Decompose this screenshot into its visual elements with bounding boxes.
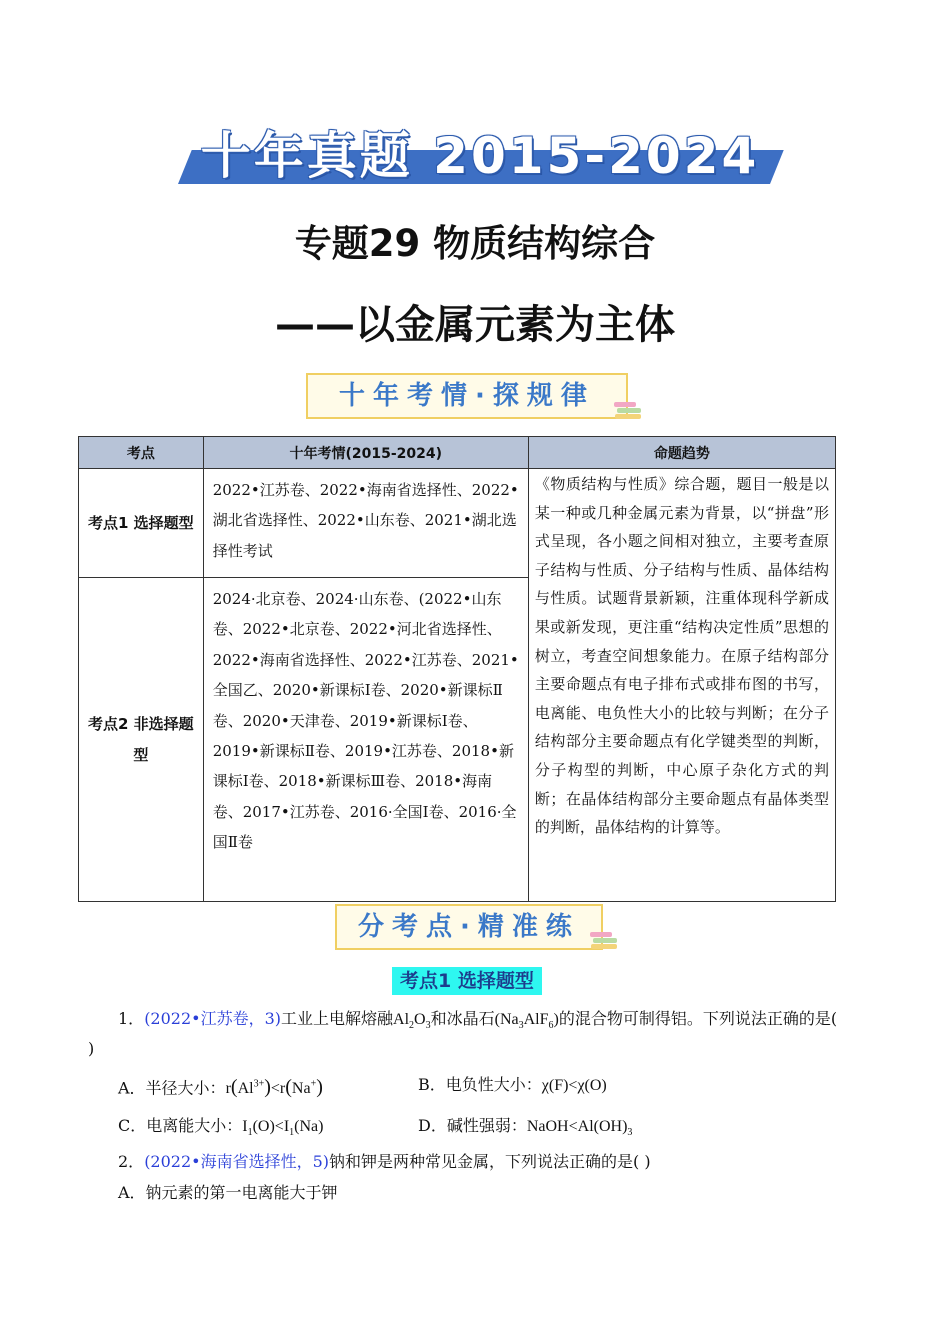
question-2 (118, 1151, 878, 1173)
question-1-close: ) (88, 1039, 95, 1058)
option-a (118, 1074, 323, 1100)
formula-alumina: $Al_2O_3$ (393, 1011, 431, 1032)
years-cell: 2022•江苏卷、2022•海南省选择性、2022•湖北省选择性、2022•山东卷、2021•湖北选择性考试 (203, 469, 528, 578)
question-source: (2022•江苏卷，3) (144, 1009, 282, 1028)
question-number: 2． (118, 1152, 145, 1171)
banner (178, 112, 770, 188)
option-b (418, 1074, 607, 1097)
option-c (118, 1115, 323, 1144)
exam-summary-table (78, 436, 836, 902)
trend-cell: 《物质结构与性质》综合题，题目一般是以某一种或几种金属元素为背景，以“拼盘”形式呈现，各小题之间相对独立，主要考查原子结构与性质、分子结构与性质、晶体结构与性质。试题背景新颖，注重体现科学新成果或新发现，更注重“结构决定性质”思想的树立，考查空间想象能力。在原子结构部分主要命题点有电子排布式或排布图的书写，电离能、电负性大小的比较与判断；在分子结构部分主要命题点有化学键类型的判断，分子构型的判断，中心原子杂化方式的判断；在晶体结构部分主要命题点有晶体类型的判断，晶体结构的计算等。 (528, 469, 835, 902)
point-cell: 考点1 选择题型 (79, 469, 204, 578)
question-text: 钠和钾是两种常见金属，下列说法正确的是( ) (329, 1152, 651, 1171)
banner-text: 十年真题 2015-2024 (200, 127, 760, 185)
document-title: 专题29 物质结构综合 (294, 222, 656, 265)
years-cell: 2024·北京卷、2024·山东卷、(2022•山东卷、2022•北京卷、2022•河北省选择性、2022•海南省选择性、2022•江苏卷、2021•全国乙、2020•新课标Ⅰ卷、2020•新课标Ⅱ卷、2020•天津卷、2019•新课标Ⅰ卷、2019•新课标Ⅱ卷、2019•江苏卷、2018•新课标Ⅰ卷、2018•新课标Ⅲ卷、2018•海南卷、2017•江苏卷、2016·全国Ⅰ卷、2016·全国Ⅱ卷 (203, 578, 528, 902)
question-text: 的混合物可制得铝。下列说法正确的是( (558, 1009, 838, 1028)
table-row (79, 469, 836, 578)
section-label-exam-trends: 十年考情·探规律 (306, 373, 628, 419)
option-label: D．碱性强弱： (418, 1116, 527, 1135)
question-text: 工业上电解熔融 (281, 1009, 394, 1028)
option-a: A．钠元素的第一电离能大于钾 (118, 1183, 338, 1202)
formula-cryolite: $(Na_3AlF_6)$ (494, 1011, 559, 1032)
header-trend: 命题趋势 (528, 437, 835, 469)
option-label: A．半径大小： (118, 1078, 226, 1098)
section-label-practice: 分考点·精准练 (335, 904, 603, 950)
option-expression: $r(Al^{3+})<r(Na^+)$ (225, 1076, 323, 1099)
header-years: 十年考情(2015-2024) (203, 437, 528, 469)
kp1-heading: 考点1 选择题型 (392, 967, 542, 995)
document-subtitle: ——以金属元素为主体 (275, 302, 675, 348)
option-d (418, 1115, 632, 1144)
option-label: B．电负性大小： (418, 1075, 542, 1094)
option-expression: χ(F)<χ(O) (541, 1077, 607, 1094)
question-number: 1． (118, 1009, 145, 1028)
question-1 (118, 1008, 878, 1037)
option-label: C．电离能大小： (118, 1116, 243, 1135)
table-header-row (79, 437, 836, 469)
point-cell: 考点2 非选择题型 (79, 578, 204, 902)
option-expression: $I_1(O)<I_1(Na)$ (242, 1118, 324, 1139)
question-text: 和冰晶石 (430, 1009, 495, 1028)
option-expression: $NaOH<Al(OH)_3$ (526, 1118, 633, 1139)
header-point: 考点 (79, 437, 204, 469)
question-source: (2022•海南省选择性，5) (144, 1152, 330, 1171)
